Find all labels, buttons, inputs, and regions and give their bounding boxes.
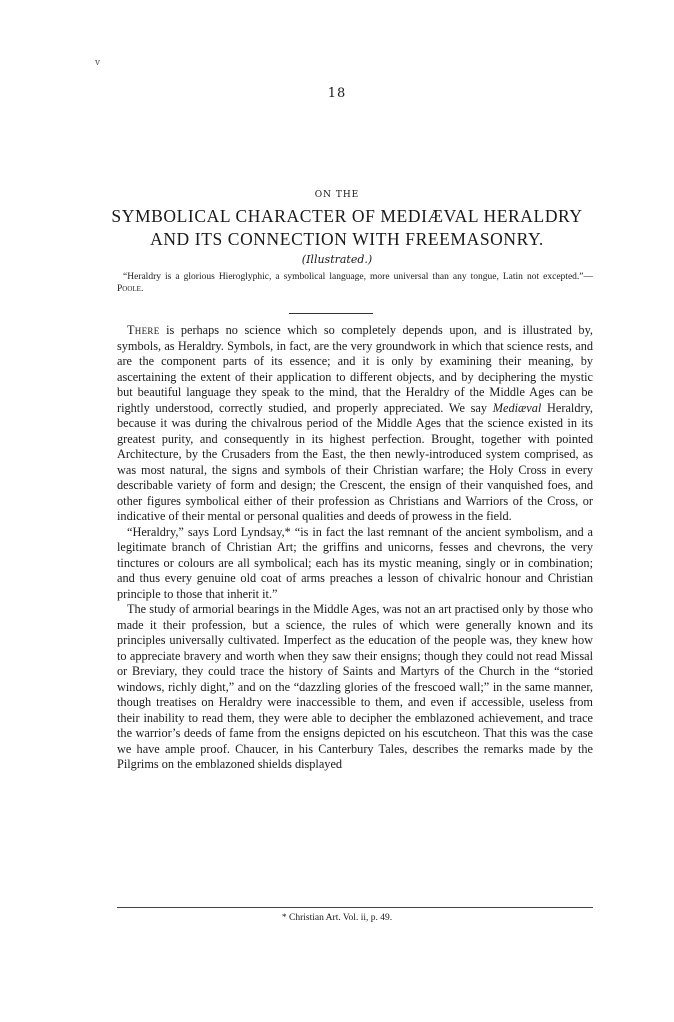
epigraph xyxy=(117,272,593,295)
illustrated-note: (Illustrated.) xyxy=(301,253,373,266)
article-title-line-1: SYMBOLICAL CHARACTER OF MEDIÆVAL HERALDRY xyxy=(111,206,583,226)
article-title xyxy=(100,205,594,251)
section-divider xyxy=(289,313,373,314)
footnote-divider xyxy=(117,907,593,908)
paragraph-1-text-b: Heraldry, because it was during the chivalrous period of the Middle Ages that the science existed in its greatest purity, and consequently in its highest perfection. Brought, together with pointed Architecture, by the Crusaders from the East, the then newly-introduced system comprised, as was most natural, the signs and symbols of their Christian warfare; the Holy Cross in every describable variety of form and design; the Crescent, the ensign of their vanquished foes, and other figures symbolical either of their profession as Christians and Warriors of the Cross, or indicative of their mental or personal qualities and deeds of prowess in the field. xyxy=(117,400,593,523)
page-number: 18 xyxy=(327,86,347,101)
paragraph-2: “Heraldry,” says Lord Lyndsay,* “is in fact the last remnant of the ancient symbolism, and a legitimate branch of Christian Art; the griffins and unicorns, fesses and chevrons, the very tinctures or colours are all symbolical; each has its mystic meaning, singly or in combination; and thus every genuine old coat of arms preaches a lesson of chivalric honour and Christian principle to those that inherit it.” xyxy=(117,524,593,601)
paragraph-1-emphasis: Mediæval xyxy=(492,400,542,415)
footnote: * Christian Art. Vol. ii, p. 49. xyxy=(281,913,393,923)
corner-mark: v xyxy=(95,58,101,68)
article-title-line-2: AND ITS CONNECTION WITH FREEMASONRY. xyxy=(150,229,544,249)
article-body xyxy=(117,323,593,773)
paragraph-1 xyxy=(117,323,593,525)
epigraph-quote: “Heraldry is a glorious Hieroglyphic, a symbolical language, more universal than any tongue, Latin not excepted.”— xyxy=(123,272,593,282)
paragraph-3: The study of armorial bearings in the Middle Ages, was not an art practised only by those who made it their profession, but a science, the rules of which were generally known and its principles universally cultivated. Imperfect as the education of the people was, they knew how to appreciate bravery and worth when they saw their ensigns; though they could not read Missal or Breviary, they could trace the history of Saints and Martyrs of the Church in the “storied windows, richly dight,” and on the “dazzling glories of the frescoed wall;” in the same manner, though treatises on Heraldry were inaccessible to them, and even if accessible, useless from their inability to read them, they were able to decipher the emblazoned achievement, and trace the warrior’s deeds of fame from the ensigns depicted on his escutcheon. That this was the case we have ample proof. Chaucer, in his Canterbury Tales, describes the remarks made by the Pilgrims on the emblazoned shields displayed xyxy=(117,602,593,771)
epigraph-author: Poole. xyxy=(117,283,144,294)
paragraph-1-text-a: is perhaps no science which so completely depends upon, and is illustrated by, symbols, as Heraldry. Symbols, in fact, are the very groundwork in which that science rests, and are the component parts of its essence; and it is only by examining their meaning, by ascertaining the extent of their application to different objects, and by deciphering the mystic but beautiful language they speak to the mind, that the Heraldry of the Middle Ages can be rightly understood, correctly studied, and properly appreciated. We say xyxy=(117,323,593,415)
paragraph-1-first-word: There xyxy=(127,323,160,337)
heading-on-the: ON THE xyxy=(314,190,360,200)
